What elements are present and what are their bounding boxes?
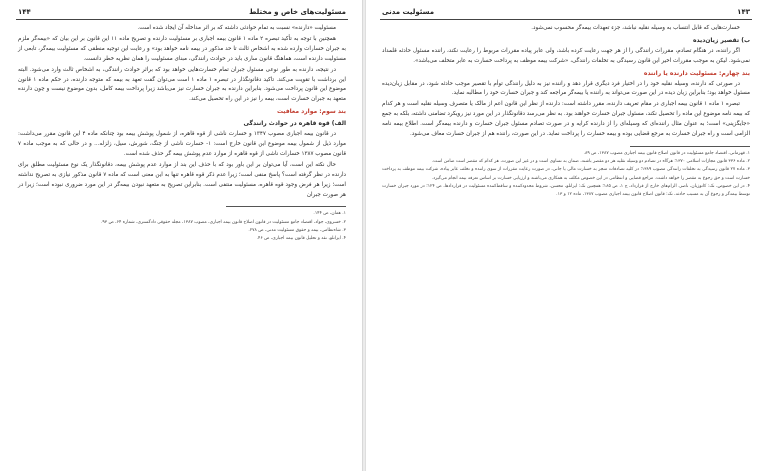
left-section-heading: بند سوم: موارد معافیت — [276, 108, 346, 116]
right-paragraph: اگر راننده، در هنگام تصادم، مقررات رانندگی را از هر جهت رعایت کرده باشد، ولی عابر پیاده مقررات مربوط را رعایت نکند، راننده مسئول حادثه قلمداد نمی‌شود. لیکن به موجب مقررات اخیر این قانون رسیدگی به تخلفات رانندگی، «شرکت بیمه موظف به پرداخت خسارت به عابر متخلف می‌باشد». — [382, 47, 750, 64]
left-paragraph: همچنین با توجه به تأکید تبصره ۲ ماده ۱ قانون بیمه اجباری بر مسئولیت دارنده و تصریح ماده ۱۱ این قانون بر این بیان که «بیمه‌گر ملزم به جبران خسارات وارده شده به اشخاص ثالث تا حد مذکور در بیمه نامه خواهد بود» و رعایت این توجیه منطقی که مسئولیت بیمه‌گر، تابعی از مسئولیت دارنده است، هماهنگ قانون ساری باید در حوادث رانندگی، مبنای مسئولیت را همان نظریه خطر دانست. — [18, 35, 346, 62]
left-paragraph: حال نکته این است، آیا می‌توان بر این باور بود که با حذف این بند از موارد عدم پوشش بیمه، دقانونگذار یک نوع مسئولیت مطلق برای دارنده در نظر گرفته است؟ پاسخ منفی است؛ زیرا عدم ذکر قوه قاهره تنها به این معنی است که ماده ۷ قانون مذکور نیازی به تصریح نداشته است؛ زیرا هر فرض وجود قوه قاهره، مسئولیت منتفی است. بنابراین تصریح به متعهد نبودن بیمه‌گر در این مورد ضروری نبوده است؛ زیرا در هر صورت جبران — [18, 161, 346, 198]
left-body — [4, 24, 360, 200]
left-footnotes — [4, 210, 360, 243]
right-page-number: ۱۴۳ — [737, 8, 750, 16]
right-footnote-rule — [630, 146, 750, 147]
right-section-heading: بند چهارم: مسئولیت دارنده یا راننده — [643, 69, 750, 77]
footnote: ۱. همان، ص ۱۴۴. — [313, 211, 346, 217]
left-footnote-rule — [226, 206, 346, 207]
footnote: ۲. ماده ۳۳۶ قانون مجازات اسلامی ۱۳۷۰؛ هرگاه در تصادم دو وسیله نقلیه هر دو مقصر باشند، ضمان به تساوی است و در غیر این صورت، هر کدام که مقصر است ضامن است. — [431, 159, 750, 165]
left-running-title: مسئولیت‌های خاص و مختلط — [249, 8, 346, 16]
footnote: ۱. قهرمانی، اقتصاد جامع مسئولیت در قانون اصلاح قانون بیمه اجباری مصوب ۱۳۸۷، ص ۸۹. — [583, 150, 750, 156]
left-page-number: ۱۴۴ — [18, 8, 31, 16]
left-running-head — [4, 4, 360, 19]
right-page — [368, 4, 764, 467]
right-subheading: ب) تقصیر زیان‌دیده — [692, 36, 750, 44]
right-running-head — [368, 4, 764, 19]
right-running-title: مسئولیت مدنی — [382, 8, 435, 16]
left-paragraph: مسئولیت «دارنده» نسبت به تمام حوادثی داشته که بر اثر مداخله آن ایجاد شده است. — [137, 25, 336, 31]
footnote: ۴. ایزانلو، نقد و تحلیل قانون بیمه اجباری، ص ۴۶. — [256, 236, 346, 242]
left-page — [4, 4, 360, 467]
right-paragraph: در صورتی که دارنده، وسیله نقلیه خود را در اختیار فرد دیگری قرار دهد و راننده نیز به دلیل رانندگی توأم با تقصیر موجب حادثه شود، در مقابل زیان‌دیده مسئول خواهد بود؛ بنابراین زیان دیده در این صورت می‌تواند به راننده یا بیمه‌گر مراجعه کند و جبران خسارت خود را مطالبه نماید. — [382, 80, 750, 97]
right-header-rule — [380, 19, 752, 20]
left-header-rule — [16, 19, 348, 20]
right-footnotes — [368, 150, 764, 199]
footnote: ۲. خسروی، جواد، اقتصاد جامع مسئولیت در قانون اصلاح قانون بیمه اجباری، مصوب ۱۳۸۷، مجله حقوقی دادگستری، شماره ۶۴، ص ۹۳. — [100, 219, 346, 225]
book-gutter — [362, 0, 366, 471]
right-body — [368, 24, 764, 140]
left-subheading: الف) قوه قاهره در حوادث رانندگی — [243, 120, 346, 128]
footnote: ۳. ماده ۲۷ قانون رسیدگی به تخلفات رانندگی مصوب ۱۳۸۹؛ در کلیه تصادفات منجر به خسارت مالی یا جانی، در صورت رعایت مقررات از سوی راننده و تخلف عابر پیاده، شرکت بیمه موظف به پرداخت خسارت است و حق رجوع به مقصر را خواهد داشت. مراجع قضایی و انتظامی در این خصوص مکلف به همکاری می‌باشند و ارزیابی خسارت بر اساس تعرفه بیمه انجام می‌گیرد. — [382, 167, 750, 181]
footnote: ۴. در این خصوص، نک: کاتوزیان، ناصر، الزام‌های خارج از قرارداد، ج ۱، ص ۱۸۵؛ همچنین نک: ایزانلو، محسن، شروط محدودکننده و ساقط‌کننده مسئولیت در قراردادها، ص ۱۲۴؛ در مورد جبران خسارت توسط بیمه‌گر و رجوع آن به مسبب حادثه، نک: قانون اصلاح قانون بیمه اجباری مصوب ۱۳۸۷، ماده ۱۲ و ۱۳. — [382, 183, 750, 197]
right-paragraph: تبصره ۱ ماده ۱ قانون بیمه اجباری در مقام تعریف دارنده، مقرر داشته است: دارنده از نظر این قانون اعم از مالک یا متصرف وسیله نقلیه است و هر کدام که بیمه نامه موضوع این ماده را تحصیل نکند، مسئول جبران خسارت خواهند بود. به نظر می‌رسد دقانونگذار در این مورد نیز رویکرد تضامنی داشته، بلکه به جمع «جایگزینی» است؛ به عنوان مثال راننده‌ای که وسیله‌ای را از دارنده کرایه و در صورت تصادم مسئول جبران خسارت و دارنده بیمه‌گر است. اطلاع بیمه نامه الزامی است و راه جبران خسارت به مرجع قضایی بوده و بیمه خسارت را پرداخت نماید. در این صورت، راننده هم از جبران خسارت معاف می‌شود. — [382, 101, 750, 138]
left-paragraph: در قانون بیمه اجباری مصوب ۱۳۴۷ و خسارت ناشی از قوه قاهره، از شمول پوشش بیمه بود چنانکه ماده ۴ این قانون مقرر می‌داشت: موارد ذیل از شمول بیمه موضوع این قانون خارج است: ۱- خسارت ناشی از جنگ، شورش، سیل، زلزله... و در حالی که به موجب ماده ۷ قانون مصوب ۱۳۸۷ خسارات ناشی از قوه قاهره از موارد عدم پوشش بیمه گر حذف شده است. — [18, 131, 346, 157]
footnote: ۳. شاه‌نظامی، بیمه و حقوق مسئولیت مدنی، ص ۲۷۸. — [248, 227, 346, 233]
right-paragraph: خسارت‌هایی که قابل انتساب به وسیله نقلیه نباشد، جزء تعهدات بیمه‌گر محسوب نمی‌شود. — [531, 25, 740, 31]
left-paragraph: در نتیجه، دارنده به طور نوعی مسئول جبران تمام خسارت‌هایی خواهد بود که براثر حوادث رانندگی، به اشخاص ثالث وارد می‌شود. البته این برداشت با تقویت می‌کند. تاکید دقانونگذار در تبصره ۱ ماده ۱ است می‌توان گفت تعهد به بیمه که متوجه دارنده، در حکم ماده ۱ قانون موضوع این قانون پرداخت می‌شود. بنابراین دارنده به جبران خسارت نیز می‌باشد زیرا پرداخت بیمه کامل، بدون موضوع نیست و چون دارنده متعهد به جبران خسارت است، بیمه را نیز در این راه تحصیل می‌کند. — [18, 66, 346, 103]
